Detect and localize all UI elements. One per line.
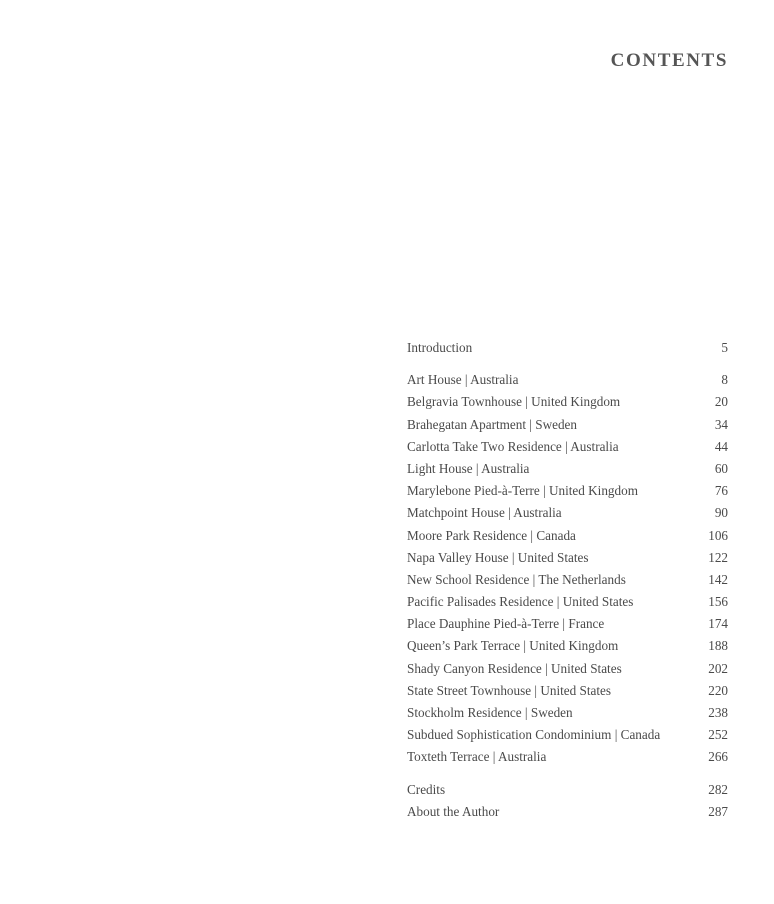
toc-entry[interactable] <box>407 613 728 635</box>
toc-entry-page-number: 34 <box>714 416 728 432</box>
toc-entry-title: Moore Park Residence | Canada <box>407 527 576 543</box>
toc-entry-title: Marylebone Pied-à-Terre | United Kingdom <box>407 483 638 499</box>
toc-entry-title: Queen’s Park Terrace | United Kingdom <box>407 638 619 654</box>
toc-entry-title: Napa Valley House | United States <box>407 549 589 565</box>
toc-entry-title: Pacific Palisades Residence | United States <box>407 594 634 610</box>
toc-entry-title: State Street Townhouse | United States <box>407 682 612 698</box>
toc-entry-title: Light House | Australia <box>407 460 530 476</box>
toc-entry-title: Art House | Australia <box>407 372 519 388</box>
toc-entry-page-number: 282 <box>708 781 728 797</box>
toc-entry[interactable] <box>407 591 728 613</box>
toc-entry-title: Credits <box>407 781 446 797</box>
toc-entry-title: New School Residence | The Netherlands <box>407 571 626 587</box>
toc-group <box>407 337 728 359</box>
toc-entry-page-number: 142 <box>708 571 728 587</box>
toc-entry-page-number: 90 <box>714 505 728 521</box>
toc-entry[interactable] <box>407 801 728 823</box>
toc-entry-title: Shady Canyon Residence | United States <box>407 660 622 676</box>
toc-entry[interactable] <box>407 337 728 359</box>
toc-entry-page-number: 20 <box>714 394 728 410</box>
toc-entry-page-number: 188 <box>708 638 728 654</box>
toc-entry-title: Subdued Sophistication Condominium | Canada <box>407 727 661 743</box>
toc-entry-page-number: 8 <box>721 372 728 388</box>
toc-entry[interactable] <box>407 369 728 391</box>
toc-entry[interactable] <box>407 702 728 724</box>
toc-entry-page-number: 122 <box>708 549 728 565</box>
toc-entry-title: Toxteth Terrace | Australia <box>407 749 547 765</box>
toc-group <box>407 779 728 823</box>
toc-entry[interactable] <box>407 414 728 436</box>
toc-group <box>407 369 728 768</box>
toc-entry-title: Matchpoint House | Australia <box>407 505 562 521</box>
toc-entry-page-number: 174 <box>708 616 728 632</box>
toc-entry-page-number: 252 <box>708 727 728 743</box>
toc-entry[interactable] <box>407 746 728 768</box>
toc-entry-page-number: 202 <box>708 660 728 676</box>
toc-entry[interactable] <box>407 391 728 413</box>
toc-entry-title: Introduction <box>407 340 473 355</box>
toc-entry-page-number: 266 <box>708 749 728 765</box>
toc-entry[interactable] <box>407 458 728 480</box>
toc-entry-title: Belgravia Townhouse | United Kingdom <box>407 394 621 410</box>
toc-entry[interactable] <box>407 635 728 657</box>
toc-entry-page-number: 76 <box>714 483 728 499</box>
toc-entry-title: Carlotta Take Two Residence | Australia <box>407 438 619 454</box>
toc-entry-page-number: 106 <box>708 527 728 543</box>
toc-entry-title: Stockholm Residence | Sweden <box>407 705 573 720</box>
toc-entry[interactable] <box>407 680 728 702</box>
toc-entry-page-number: 287 <box>708 803 728 819</box>
toc-entry[interactable] <box>407 658 728 680</box>
page-title: CONTENTS <box>610 50 728 71</box>
toc-entry-page-number: 220 <box>708 682 728 698</box>
toc-entry-page-number: 60 <box>714 460 728 476</box>
toc-entry-title: Brahegatan Apartment | Sweden <box>407 416 577 432</box>
toc-entry-page-number: 44 <box>714 438 728 454</box>
toc-entry-title: About the Author <box>407 803 500 819</box>
toc-entry[interactable] <box>407 436 728 458</box>
toc-entry-title: Place Dauphine Pied-à-Terre | France <box>407 616 605 632</box>
toc-entry[interactable] <box>407 525 728 547</box>
toc-entry[interactable] <box>407 502 728 524</box>
toc-entry[interactable] <box>407 779 728 801</box>
toc-entry[interactable] <box>407 569 728 591</box>
toc-entry-page-number: 238 <box>708 705 728 720</box>
toc-entry-page-number: 5 <box>721 340 728 355</box>
toc-entry[interactable] <box>407 480 728 502</box>
toc-entry-page-number: 156 <box>708 594 728 610</box>
toc-entry[interactable] <box>407 724 728 746</box>
table-of-contents <box>407 337 728 833</box>
toc-entry[interactable] <box>407 547 728 569</box>
